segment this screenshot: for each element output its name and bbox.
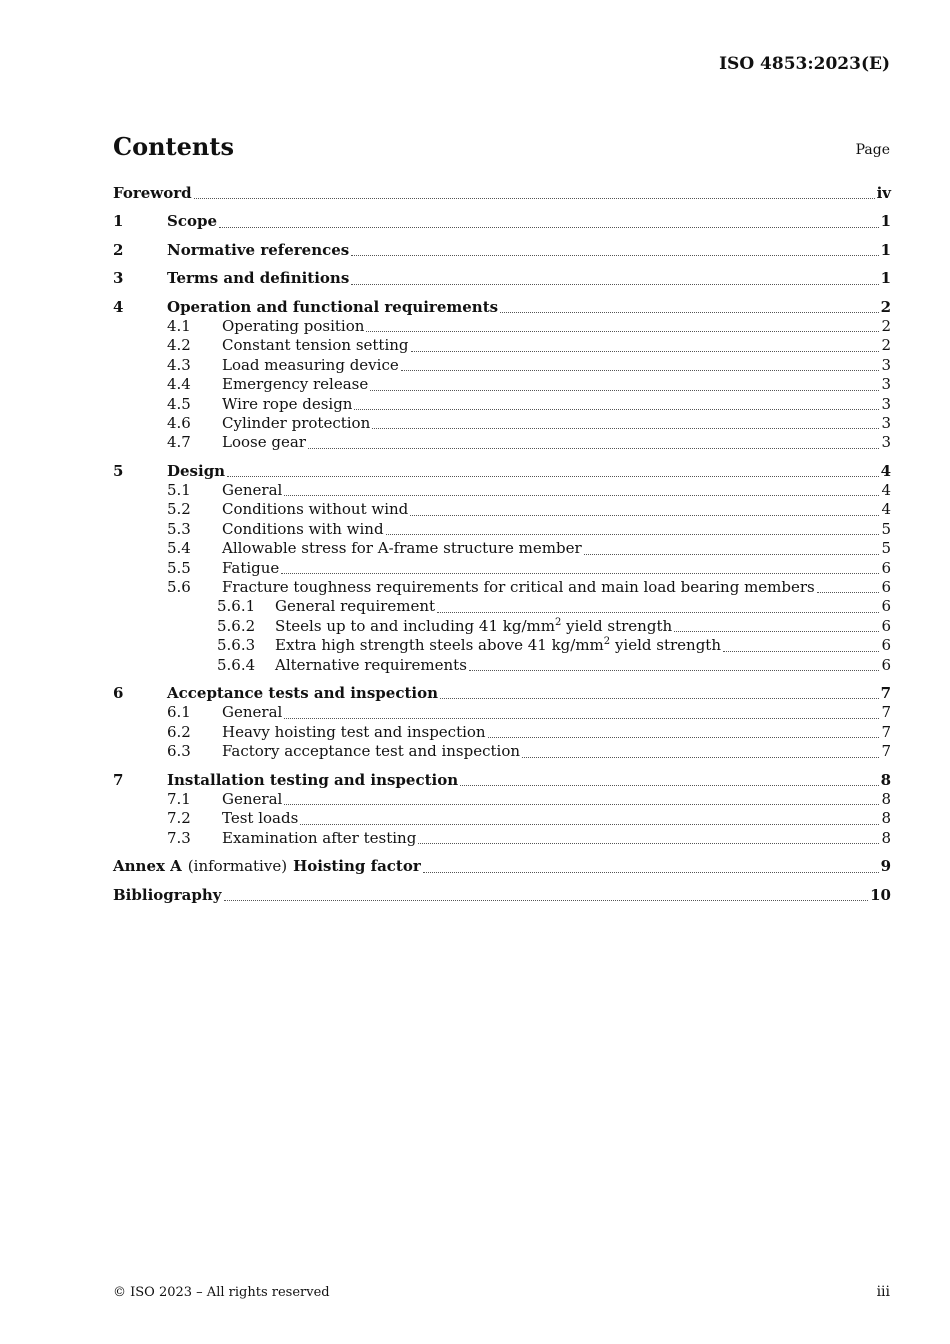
toc-entry-title [222, 336, 409, 355]
dot-leader [194, 197, 875, 199]
toc-entry-number: 7 [113, 770, 124, 789]
dot-leader [281, 572, 879, 574]
toc-entry-page: 3 [881, 413, 891, 432]
toc-entry-superscript: 2 [554, 616, 562, 628]
dot-leader [411, 350, 880, 352]
toc-entry-page: 6 [881, 616, 891, 635]
toc-entry-number: 6.1 [167, 703, 191, 722]
dot-leader [308, 447, 879, 449]
toc-entry-title-text: Normative references [167, 240, 350, 259]
toc-entry-number: 2 [113, 240, 124, 259]
toc-entry[interactable] [113, 723, 891, 742]
toc-entry[interactable] [113, 656, 891, 675]
toc-entry-title [113, 184, 192, 203]
dot-leader [284, 803, 879, 805]
toc-entry-title [222, 723, 486, 742]
toc-entry[interactable] [113, 375, 891, 394]
toc-entry-title [167, 241, 349, 260]
toc-entry-title [275, 636, 721, 655]
toc-entry-title [167, 684, 438, 703]
toc-entry-title [167, 269, 349, 288]
toc-entry-number: 4.5 [167, 394, 191, 413]
dot-leader [401, 369, 880, 371]
toc-entry-number: 4.1 [167, 316, 191, 335]
dot-leader [418, 842, 879, 844]
toc-entry-number: 4.6 [167, 413, 191, 432]
toc-entry-page: 4 [881, 500, 891, 519]
dot-leader [351, 254, 878, 256]
footer-page-number: iii [876, 1284, 890, 1300]
toc-entry-title [222, 559, 279, 578]
toc-entry[interactable] [113, 703, 891, 722]
toc-entry-page: 5 [881, 519, 891, 538]
toc-entry-title-text: Scope [167, 212, 218, 231]
toc-entry-page: 1 [880, 269, 891, 288]
toc-entry-title [222, 433, 306, 452]
toc-entry-title [222, 790, 282, 809]
toc-entry-page: 6 [881, 597, 891, 616]
dot-leader [488, 736, 880, 738]
toc-entry-title-text: Factory acceptance test and inspection [222, 742, 521, 761]
toc-entry-title-text: Test loads [222, 809, 299, 828]
toc-entry-page: 1 [880, 240, 891, 259]
toc-entry-number: 4 [113, 297, 124, 316]
toc-entry-page: 8 [881, 789, 891, 808]
toc-entry[interactable] [113, 539, 891, 558]
dot-leader [674, 630, 879, 632]
toc-entry-superscript: 2 [603, 636, 611, 648]
toc-entry-page: 6 [881, 636, 891, 655]
toc-entry-number: 6.3 [167, 742, 191, 761]
dot-leader [500, 311, 878, 313]
toc-entry-title-text: Loose gear [222, 433, 306, 452]
toc-entry-title [222, 539, 582, 558]
toc-entry-page: 8 [881, 828, 891, 847]
toc-entry-number: 7.2 [167, 809, 191, 828]
toc-entry-number: 4.7 [167, 433, 191, 452]
annex-info: (informative) [187, 857, 288, 876]
toc-entry[interactable] [113, 414, 891, 433]
toc-entry-title-text: Fracture toughness requirements for critical and main load bearing members [222, 578, 815, 597]
toc-entry-title [167, 298, 498, 317]
toc-entry-title-text: Foreword [113, 184, 192, 202]
toc-entry[interactable] [113, 790, 891, 809]
toc-entry-number: 5.3 [167, 519, 191, 538]
toc-entry-number: 5.6.2 [217, 616, 256, 635]
toc-entry-title-text: Design [167, 461, 226, 480]
toc-entry-page: 3 [881, 355, 891, 374]
toc-entry-title-text: Extra high strength steels above 41 kg/mm [275, 636, 604, 655]
toc-entry-title-text: Conditions without wind [222, 500, 409, 519]
dot-leader [522, 756, 879, 758]
bibliography-page: 10 [870, 885, 891, 904]
dot-leader [227, 475, 878, 477]
page-column-label: Page [855, 142, 890, 158]
toc-entry-page: 3 [881, 375, 891, 394]
dot-leader [386, 533, 880, 535]
toc-entry-page: 7 [880, 683, 891, 702]
toc-entry-number: 5.6.3 [217, 636, 256, 655]
toc-entry[interactable] [113, 500, 891, 519]
toc-entry-title-text: Cylinder protection [222, 413, 371, 432]
toc-entry-page: 3 [881, 433, 891, 452]
toc-entry-number: 5.6.1 [217, 597, 256, 616]
toc-entry-title [222, 317, 364, 336]
dot-leader [224, 899, 869, 901]
toc-entry-page: 3 [881, 394, 891, 413]
toc-entry-page: 2 [881, 336, 891, 355]
dot-leader [423, 871, 879, 873]
toc-entry-page: 1 [880, 212, 891, 231]
toc-entry-page: 4 [880, 461, 891, 480]
annex-title: Hoisting factor [293, 857, 421, 876]
toc-entry-number: 6.2 [167, 722, 191, 741]
toc-entry-title [275, 656, 467, 675]
toc-entry-number: 4.4 [167, 375, 191, 394]
toc-entry[interactable] [113, 617, 891, 636]
dot-leader [370, 389, 879, 391]
toc-entry[interactable] [113, 356, 891, 375]
dot-leader [817, 591, 880, 593]
toc-entry-title-text: General [222, 789, 283, 808]
dot-leader [351, 283, 878, 285]
toc-entry-title [167, 771, 458, 790]
toc-entry[interactable] [113, 742, 891, 761]
toc-entry-title [167, 462, 225, 481]
toc-entry-title [222, 356, 399, 375]
toc-entry-title-text: General [222, 703, 283, 722]
toc-entry-title [222, 500, 408, 519]
toc-entry-title-text: Examination after testing [222, 828, 417, 847]
toc-entry-title-text: Acceptance tests and inspection [167, 683, 438, 702]
toc-entry-number: 4.3 [167, 355, 191, 374]
toc-entry-title-text: General [222, 481, 283, 500]
toc-entry-title [222, 520, 384, 539]
toc-entry-title [275, 617, 672, 636]
toc-entry-page: 6 [881, 578, 891, 597]
toc-entry-page: 7 [881, 703, 891, 722]
toc-entry-title-text: General requirement [275, 597, 436, 616]
toc-entry-page: 5 [881, 539, 891, 558]
toc-entry[interactable] [113, 829, 891, 848]
dot-leader [366, 330, 879, 332]
toc-entry[interactable] [113, 636, 891, 655]
dot-leader [372, 427, 879, 429]
toc-entry-title-suffix: yield strength [610, 636, 721, 655]
toc-entry-page: 2 [880, 297, 891, 316]
toc-entry-page: 8 [880, 770, 891, 789]
toc-entry-page: iv [876, 184, 891, 202]
dot-leader [354, 408, 879, 410]
toc-entry-page: 8 [881, 809, 891, 828]
table-of-contents [113, 184, 891, 905]
toc-entry-title-text: Wire rope design [222, 394, 353, 413]
toc-entry-title-text: Constant tension setting [222, 336, 409, 355]
toc-entry-number: 1 [113, 212, 124, 231]
toc-entry[interactable] [113, 684, 891, 703]
toc-entry[interactable] [113, 433, 891, 452]
toc-entry-title-text: Alternative requirements [275, 655, 467, 674]
toc-entry-number: 6 [113, 683, 124, 702]
dot-leader [460, 784, 878, 786]
copyright-notice: © ISO 2023 – All rights reserved [113, 1285, 330, 1300]
toc-entry-title-text: Emergency release [222, 375, 369, 394]
toc-entry-number: 5 [113, 461, 124, 480]
toc-entry[interactable] [113, 298, 891, 317]
dot-leader [440, 697, 879, 699]
toc-entry[interactable] [113, 241, 891, 260]
toc-entry[interactable] [113, 462, 891, 481]
toc-entry[interactable] [113, 336, 891, 355]
toc-entry-title [222, 375, 368, 394]
toc-entry-title-text: Operation and functional requirements [167, 297, 499, 316]
dot-leader [300, 823, 879, 825]
toc-entry-title [222, 414, 370, 433]
dot-leader [410, 514, 879, 516]
toc-entry-number: 5.2 [167, 500, 191, 519]
dot-leader [469, 669, 880, 671]
toc-entry-number: 4.2 [167, 336, 191, 355]
toc-entry-title [222, 809, 298, 828]
toc-entry-bibliography[interactable] [113, 886, 891, 905]
toc-entry-title-text: Steels up to and including 41 kg/mm [275, 616, 555, 635]
annex-heading [113, 857, 421, 876]
dot-leader [284, 494, 879, 496]
toc-entry[interactable] [113, 520, 891, 539]
toc-entry-page: 6 [881, 558, 891, 577]
toc-entry-page: 4 [881, 481, 891, 500]
toc-entry[interactable] [113, 559, 891, 578]
toc-entry-number: 3 [113, 269, 124, 288]
toc-entry-title [222, 578, 815, 597]
page-title: Contents [113, 132, 234, 161]
toc-entry-page: 2 [881, 316, 891, 335]
dot-leader [284, 717, 879, 719]
dot-leader [723, 650, 879, 652]
dot-leader [219, 226, 879, 228]
annex-page: 9 [880, 857, 891, 876]
toc-entry-number: 7.3 [167, 828, 191, 847]
toc-entry[interactable] [113, 771, 891, 790]
toc-entry-title-text: Allowable stress for A-frame structure member [222, 539, 582, 558]
toc-entry-title [222, 481, 282, 500]
dot-leader [437, 611, 879, 613]
toc-entry-number: 5.1 [167, 481, 191, 500]
toc-entry-title-text: Operating position [222, 316, 365, 335]
toc-entry-title-text: Fatigue [222, 558, 280, 577]
bibliography-title: Bibliography [113, 885, 222, 904]
toc-entry[interactable] [113, 578, 891, 597]
toc-entry-title [167, 212, 217, 231]
toc-entry[interactable] [113, 184, 891, 203]
toc-entry-annex[interactable] [113, 857, 891, 876]
toc-entry[interactable] [113, 212, 891, 231]
toc-entry-title-suffix: yield strength [561, 616, 673, 635]
document-id: ISO 4853:2023(E) [719, 54, 890, 74]
toc-entry[interactable] [113, 481, 891, 500]
toc-entry-title-text: Installation testing and inspection [167, 770, 459, 789]
toc-entry-number: 7.1 [167, 789, 191, 808]
toc-entry[interactable] [113, 317, 891, 336]
toc-entry-page: 7 [881, 742, 891, 761]
toc-entry[interactable] [113, 269, 891, 288]
toc-entry-title [222, 395, 352, 414]
toc-entry-title [275, 597, 435, 616]
toc-entry-number: 5.4 [167, 539, 191, 558]
toc-entry-title [222, 703, 282, 722]
toc-entry-title-text: Conditions with wind [222, 519, 384, 538]
toc-entry-page: 7 [881, 722, 891, 741]
annex-label: Annex A [113, 857, 182, 876]
toc-entry-title-text: Terms and definitions [167, 269, 350, 288]
toc-entry-title [222, 742, 520, 761]
toc-entry-number: 5.6.4 [217, 655, 256, 674]
toc-entry[interactable] [113, 395, 891, 414]
toc-entry-title-text: Load measuring device [222, 355, 399, 374]
toc-entry-number: 5.5 [167, 558, 191, 577]
toc-entry-title [222, 829, 416, 848]
toc-entry-number: 5.6 [167, 578, 191, 597]
toc-entry[interactable] [113, 809, 891, 828]
toc-entry-title-text: Heavy hoisting test and inspection [222, 722, 486, 741]
dot-leader [584, 553, 880, 555]
toc-entry-page: 6 [881, 655, 891, 674]
toc-entry[interactable] [113, 597, 891, 616]
